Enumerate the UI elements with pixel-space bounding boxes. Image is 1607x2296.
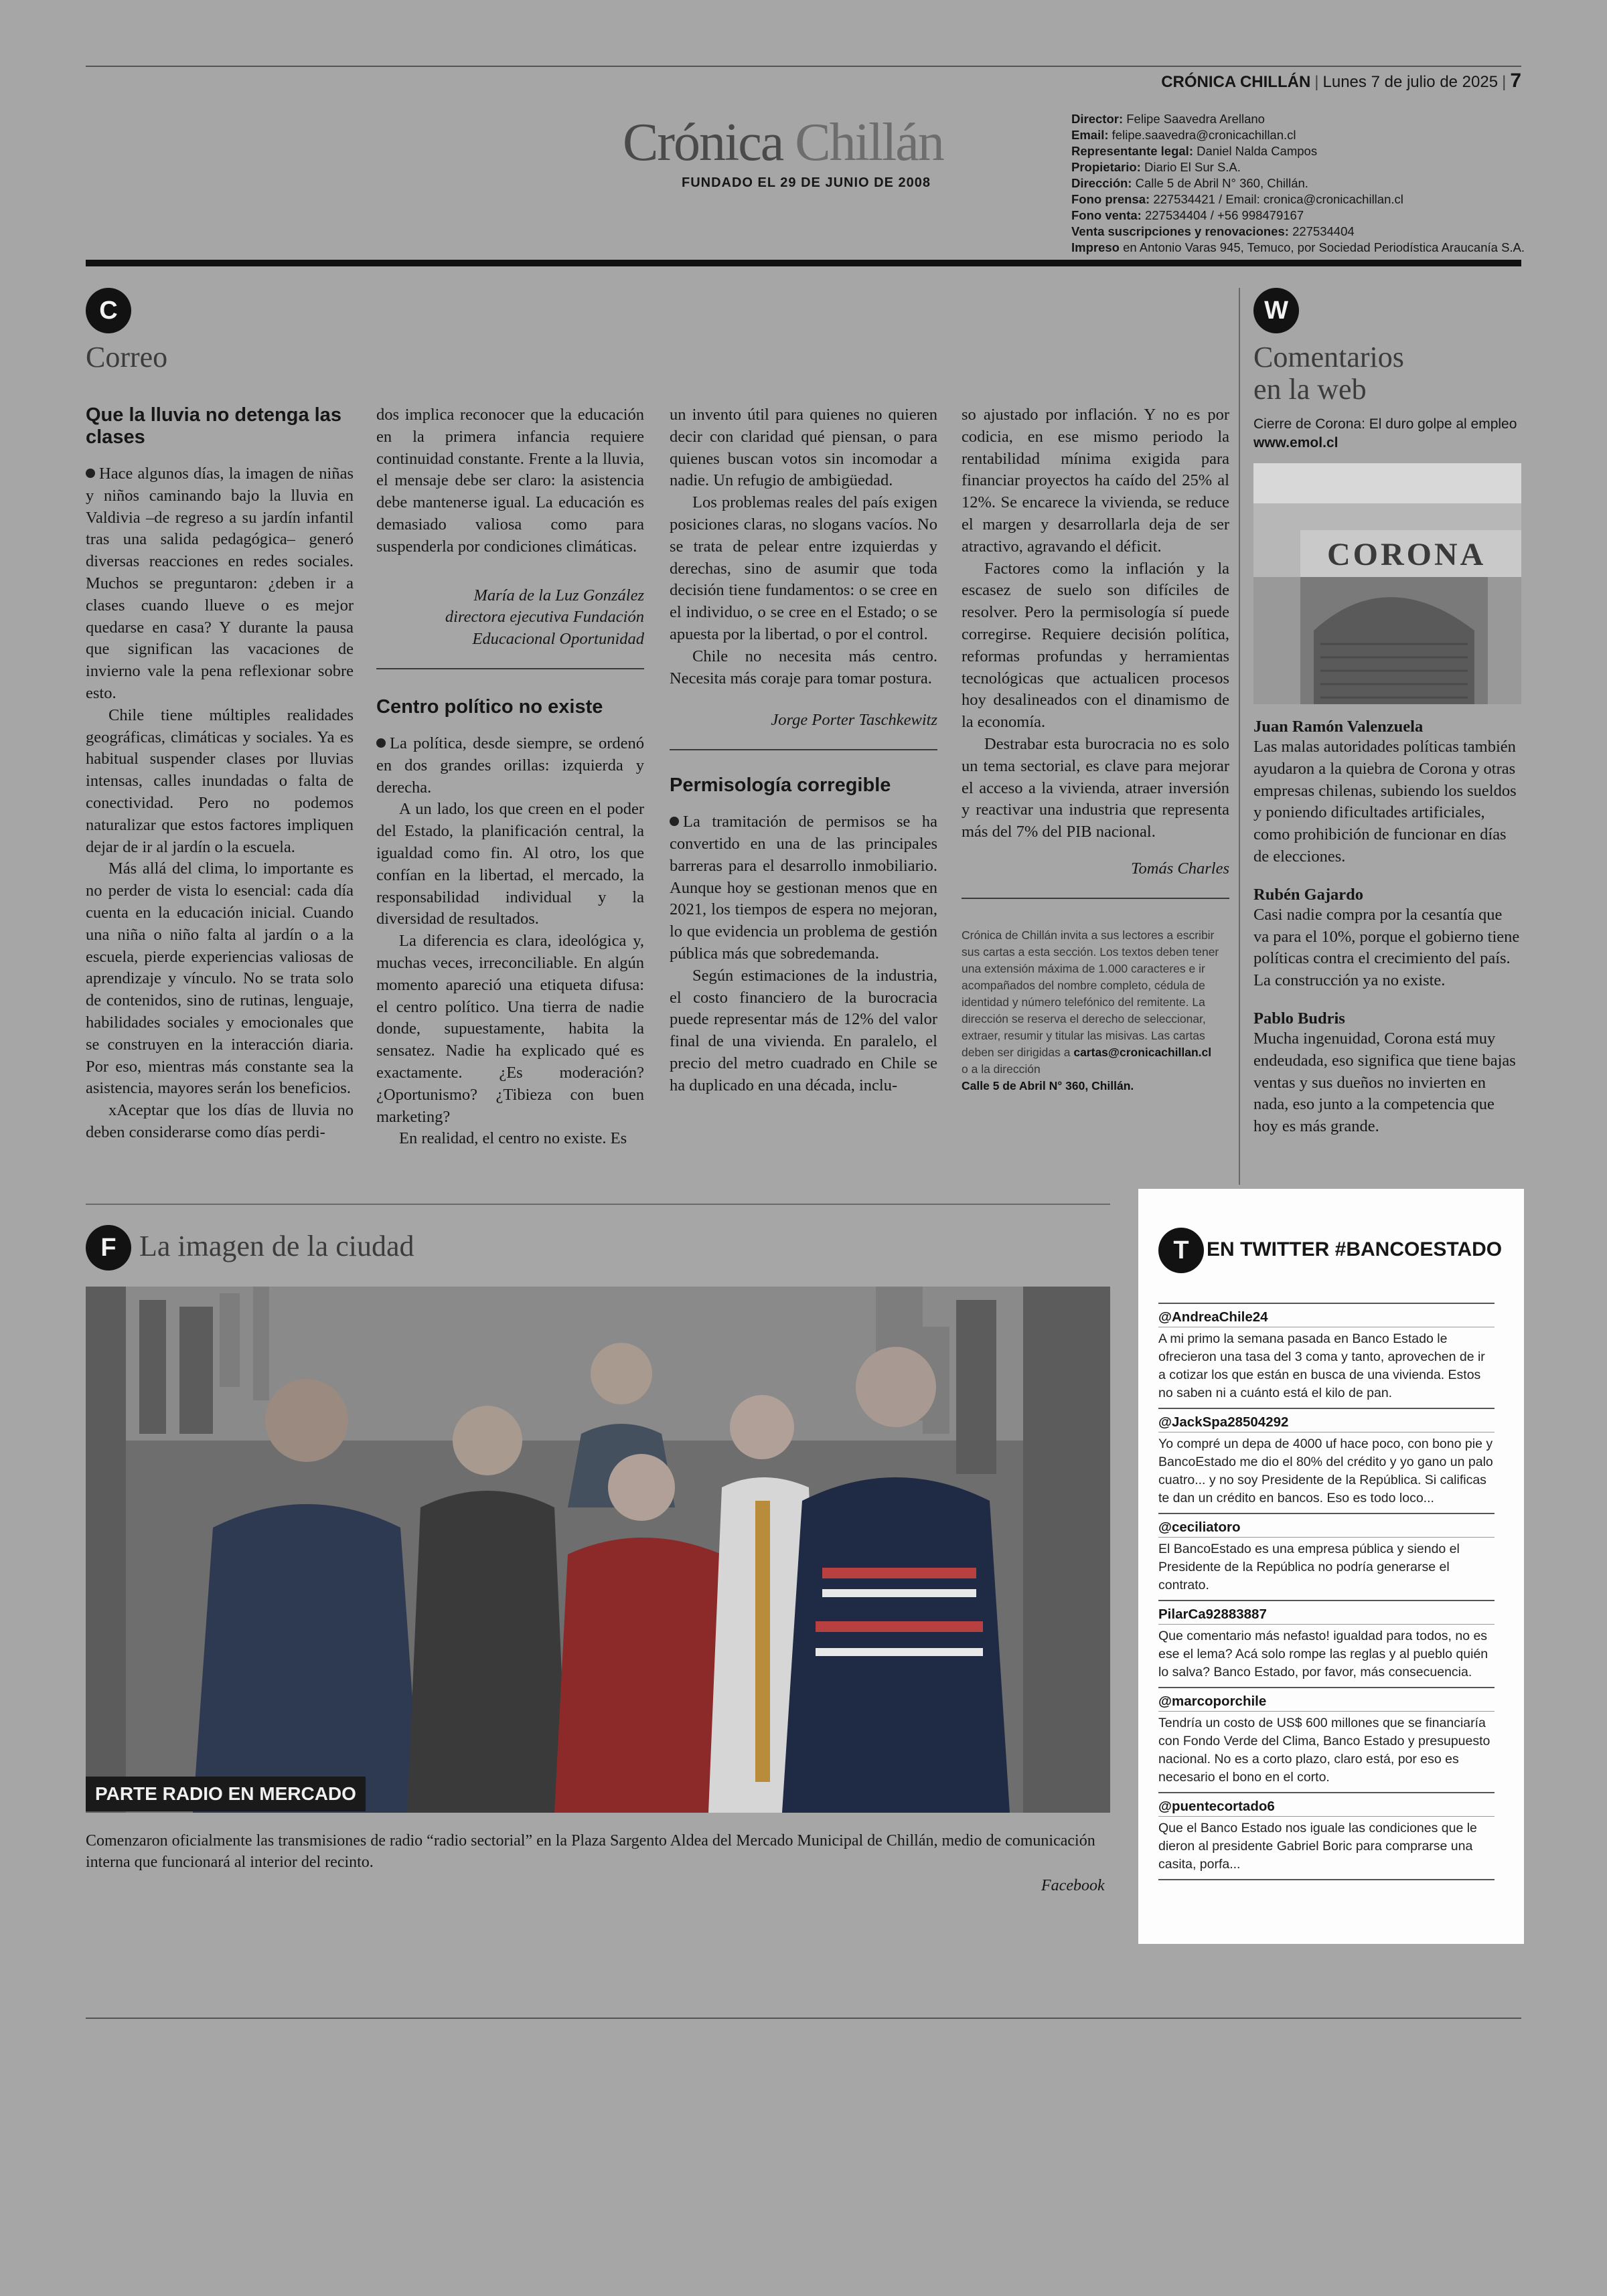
imagen-title: La imagen de la ciudad <box>139 1230 414 1262</box>
tweet-item <box>1158 1792 1495 1880</box>
web-source-line: Cierre de Corona: El duro golpe al empleo <box>1253 416 1517 432</box>
masthead-line: Propietario: Diario El Sur S.A. <box>1071 160 1241 174</box>
tweet-handle[interactable]: @AndreaChile24 <box>1158 1309 1268 1325</box>
page-date: Lunes 7 de julio de 2025 <box>1322 73 1499 91</box>
correo-badge: C <box>86 288 131 333</box>
logo-part2: Chillán <box>795 113 943 172</box>
letter-column-4 <box>962 404 1229 1094</box>
tweet-handle[interactable]: PilarCa92883887 <box>1158 1607 1267 1622</box>
corona-sign-text: CORONA <box>1327 537 1486 572</box>
tweet-handle[interactable]: @puentecortado6 <box>1158 1799 1275 1814</box>
imagen-badge: F <box>86 1225 131 1270</box>
header-bottom-rule <box>86 260 1521 266</box>
letter1-paragraph: Más allá del clima, lo importante es no perder de vista lo esencial: cada día cuenta en la educación inicial. Cuando una niña o niño falta al jardín o a la escuela, pierde experiencias valiosas de aprendizaje y vínculo. No se trata solo de contenidos, sino de rutinas, lenguaje, habilidades sociales y emocionales que se construyen en la interacción diaria. Por eso, mientras más constante sea la asistencia, mayores serán los beneficios. <box>86 859 354 1098</box>
photo-credit: Facebook <box>1041 1877 1105 1894</box>
tweet-text: Yo compré un depa de 4000 uf hace poco, con bono pie y BancoEstado me dio el 80% del crédito y yo gano un palo cuatro... y no soy Presidente de la República. Si calificas te dan un crédito en bancos. Eso es todo loco... <box>1158 1432 1495 1507</box>
letter2-paragraph-continued: un invento útil para quienes no quieren decir con claridad qué piensan, o para quienes buscan votos sin incomodar a nadie. Un refugio de ambigüedad. <box>670 406 937 490</box>
tweet-text: Tendría un costo de US$ 600 millones que se financiaría con Fondo Verde del Clima, Banco Estado y presupuesto nacional. No es a corto plazo, claro está, por eso es necesario el bono en el corto. <box>1158 1711 1495 1787</box>
comment-author: Rubén Gajardo <box>1253 885 1364 904</box>
letter2-paragraph: Los problemas reales del país exigen posiciones claras, no slogans vacíos. No se trata de pelear entre izquierdas y derechas, sino de asumir que toda decisión tiene fundamentos: o se cree en el individuo, o se cree en el Estado; o se apuesta por la libertad, o por el control. <box>670 493 937 643</box>
masthead-credits <box>1071 111 1525 256</box>
tweet-item <box>1158 1600 1495 1687</box>
letter1-paragraph <box>86 1100 354 1164</box>
tweet-text: Que el Banco Estado nos iguale las condiciones que le dieron al presidente Gabriel Boric para comprarse una casita, porfa... <box>1158 1816 1495 1874</box>
letter-column-3 <box>670 404 937 1097</box>
letter3-signature: Tomás Charles <box>1131 859 1229 878</box>
letter2-paragraph: A un lado, los que creen en el poder del Estado, la planificación central, la igualdad como fin. Al otro, los que confían en la libertad, el mercado, la responsabilidad individual y la diversidad de resultados. <box>376 800 644 928</box>
letter1-paragraph-continued: dos implica reconocer que la educación en la primera infancia requiere continuidad constante. Frente a la lluvia, el mensaje debe ser claro: la asistencia debe mantenerse igual. La educación es demasiado valiosa como para suspenderla por condiciones climáticas. <box>376 406 644 556</box>
web-badge: W <box>1253 288 1299 333</box>
comment-author: Juan Ramón Valenzuela <box>1253 718 1424 736</box>
letter3-paragraph-continued: so ajustado por inflación. Y no es por codicia, en ese mismo periodo la rentabilidad mínima exigida para financiar proyectos ha caído del 25% al 12%. Se encarece la vivienda, se reduce el margen y desarrollarla deja de ser atractivo, agravando el déficit. <box>962 406 1229 556</box>
page-section: CRÓNICA CHILLÁN <box>1161 73 1311 91</box>
letter3-paragraph-start: Según estimaciones de la industria, el costo financiero de la burocracia puede representar más de 12% del valor final de una vivienda. En paralelo, el precio del metro cuadrado en Chile se ha duplicado en una década, inclu- <box>670 966 937 1094</box>
corona-store-photo <box>1253 463 1521 704</box>
header-top-rule <box>86 66 1521 67</box>
logo-part1: Crónica <box>623 113 783 172</box>
letter2-paragraph-start: En realidad, el centro no existe. Es <box>399 1129 627 1148</box>
letter3-paragraph: Factores como la inflación y la escasez de suelo son difíciles de resolver. Pero la permisología sí puede corregirse. Requiere decisión política, reformas profundas y herramientas tecnológicas que actualicen procesos hoy desalineados con el dinamismo de la economía. <box>962 559 1229 732</box>
bullet-icon <box>670 817 679 826</box>
letter1-signature: María de la Luz González <box>473 586 644 604</box>
masthead-line: Director: Felipe Saavedra Arellano <box>1071 112 1265 126</box>
letter3-title[interactable]: Permisología corregible <box>670 774 891 797</box>
tweet-text: Que comentario más nefasto! igualdad para todos, no es ese el lema? Acá solo rompe las reglas y al pueblo quién lo salva? Banco Estado, por favor, más consecuencia. <box>1158 1624 1495 1682</box>
letter2-paragraph: La diferencia es clara, ideológica y, muchas veces, irreconciliable. En algún momento apareció una etiqueta difusa: el centro político. Una tierra de nadie donde, supuestamente, habita la sensatez. Nadie ha explicado qué es exactamente. ¿Es moderación? ¿Oportunismo? ¿Tibieza con buen marketing? <box>376 932 644 1126</box>
tweet-item <box>1158 1303 1495 1408</box>
letters-address: Calle 5 de Abril N° 360, Chillán. <box>962 1078 1134 1092</box>
comment-text: Las malas autoridades políticas también ayudaron a la quiebra de Corona y otras empresas chilenas, subiendo los sueldos y poniendo dificultades artificiales, como prohibición de funcionar en días de elecciones. <box>1253 738 1517 866</box>
letter-separator <box>376 668 644 669</box>
bullet-icon <box>376 738 386 748</box>
founded-line: FUNDADO EL 29 DE JUNIO DE 2008 <box>682 175 931 190</box>
masthead-line: Fono prensa: 227534421 / Email: cronica@cronicachillan.cl <box>1071 192 1403 206</box>
masthead-line: Dirección: Calle 5 de Abril N° 360, Chillán. <box>1071 176 1308 190</box>
corona-storefront-image <box>1253 463 1521 704</box>
letter3-paragraph: Destrabar esta burocracia no es solo un tema sectorial, es clave para mejorar el acceso a la vivienda, atraer inversión y reactivar una industria que representa más del 7% del PIB nacional. <box>962 734 1229 841</box>
section-divider <box>86 1204 1110 1205</box>
comment-text: Mucha ingenuidad, Corona está muy endeudada, eso significa que tiene bajas ventas y sus dueños no invierten en nada, eso junto a la competencia que hoy es más grande. <box>1253 1029 1516 1136</box>
web-source-link[interactable]: www.emol.cl <box>1253 435 1338 450</box>
web-title: Comentarios en la web <box>1253 341 1404 406</box>
letter1-paragraph: Hace algunos días, la imagen de niñas y niños caminando bajo la lluvia en Valdivia –de regreso a su jardín infantil tras una salida pedagógica– generó diversas reacciones en redes sociales. Muchos se preguntaron: ¿deben ir a clases cuando llueve o es mejor quedarse en casa? Y durante la pausa que significan las vacaciones de invierno vale la pena reflexionar sobre esto. <box>86 465 354 702</box>
tweet-item <box>1158 1687 1495 1792</box>
bullet-icon <box>86 469 95 478</box>
letter1-paragraph-start: xAceptar que los días de lluvia no deben considerarse como días perdi- <box>86 1101 354 1141</box>
market-photo <box>86 1287 1110 1813</box>
masthead-line: Impreso en Antonio Varas 945, Temuco, por Sociedad Periodística Araucanía S.A. <box>1071 240 1525 254</box>
photo-caption: Comenzaron oficialmente las transmisiones de radio “radio sectorial” en la Plaza Sargento Aldea del Mercado Municipal de Chillán, medio de comunicación interna que funcionará al interior del recinto. <box>86 1832 1095 1871</box>
letter1-title[interactable]: Que la lluvia no detenga las clases <box>86 404 341 448</box>
twitter-box <box>1138 1189 1524 1944</box>
letter-column-2 <box>376 404 644 1150</box>
letter3-paragraph: La tramitación de permisos se ha convertido en una de las principales barreras para el desarrollo inmobiliario. Aunque hoy se gestionan menos que en 2021, los tiempos de espera no mejoran, lo que evidencia un problema de gestión pública más que sobredemanda. <box>670 813 937 963</box>
comment-text: Casi nadie compra por la cesantía que va para el 10%, porque el gobierno tiene políticas contra el crecimiento del país. La construcción ya no existe. <box>1253 905 1520 990</box>
tweet-text: A mi primo la semana pasada en Banco Estado le ofrecieron una tasa del 3 coma y tanto, aprovechen de ir a cotizar los que están en busca de una vivienda. Estos no saben ni a cuánto está el kilo de pan. <box>1158 1327 1495 1402</box>
column-divider <box>1239 288 1240 1185</box>
letter2-signature: Jorge Porter Taschkewitz <box>771 711 937 730</box>
tweet-list <box>1158 1303 1495 1880</box>
letter1-paragraph: Chile tiene múltiples realidades geográficas, climáticas y sociales. Ya es habitual suspender clases por lluvias intensas, calles inundadas o falta de conectividad. Pero no podemos naturalizar que estos factores impliquen dejar de ir al jardín o la escuela. <box>86 706 354 856</box>
tweet-text: El BancoEstado es una empresa pública y siendo el Presidente de la República no podría generarse el contrato. <box>1158 1537 1495 1594</box>
letter2-paragraph: Chile no necesita más centro. Necesita más coraje para tomar postura. <box>670 647 937 687</box>
letters-email-link[interactable]: cartas@cronicachillan.cl <box>1073 1045 1212 1059</box>
twitter-title: EN TWITTER #BANCOESTADO <box>1207 1238 1503 1260</box>
newspaper-logo[interactable] <box>623 112 943 173</box>
tweet-handle[interactable]: @marcoporchile <box>1158 1694 1267 1709</box>
masthead-line: Venta suscripciones y renovaciones: 227534404 <box>1071 224 1355 238</box>
tweet-item <box>1158 1513 1495 1600</box>
letter1-signature-role: directora ejecutiva Fundación Educacional Oportunidad <box>445 608 644 649</box>
twitter-badge: T <box>1158 1228 1204 1273</box>
footer-rule <box>86 2018 1521 2019</box>
masthead-line: Fono venta: 227534404 / +56 998479167 <box>1071 208 1304 222</box>
photo-tag: PARTE RADIO EN MERCADO <box>86 1777 366 1811</box>
correo-title: Correo <box>86 341 168 374</box>
letter-separator <box>962 898 1229 899</box>
market-radio-launch-image <box>86 1287 1110 1813</box>
tweet-handle[interactable]: @JackSpa28504292 <box>1158 1414 1289 1430</box>
comment-author: Pablo Budris <box>1253 1009 1345 1028</box>
letter-separator <box>670 749 937 750</box>
page-meta: CRÓNICA CHILLÁN | Lunes 7 de julio de 2025 | 7 <box>1161 70 1521 92</box>
masthead-line: Email: felipe.saavedra@cronicachillan.cl <box>1071 128 1296 142</box>
page-number: 7 <box>1510 70 1521 92</box>
tweet-item <box>1158 1408 1495 1513</box>
masthead-line: Representante legal: Daniel Nalda Campos <box>1071 144 1318 158</box>
letter2-title[interactable]: Centro político no existe <box>376 695 603 718</box>
web-comments <box>1253 415 1521 1138</box>
submission-note: Crónica de Chillán invita a sus lectores a escribir sus cartas a esta sección. Los textos deben tener una extensión máxima de 1.000 caracteres e ir acompañados del nombre completo, cédula de identidad y número telefónico del remitente. La dirección se reserva el derecho de seleccionar, extraer, resumir y titular las misivas. Las cartas deben ser dirigidas a cartas@cronicachillan.cl o a la dirección Calle 5 de Abril N° 360, Chillán. <box>962 928 1219 1092</box>
letter-column-1 <box>86 404 354 1164</box>
tweet-handle[interactable]: @ceciliatoro <box>1158 1520 1241 1535</box>
letter2-paragraph: La política, desde siempre, se ordenó en dos grandes orillas: izquierda y derecha. <box>376 734 644 797</box>
